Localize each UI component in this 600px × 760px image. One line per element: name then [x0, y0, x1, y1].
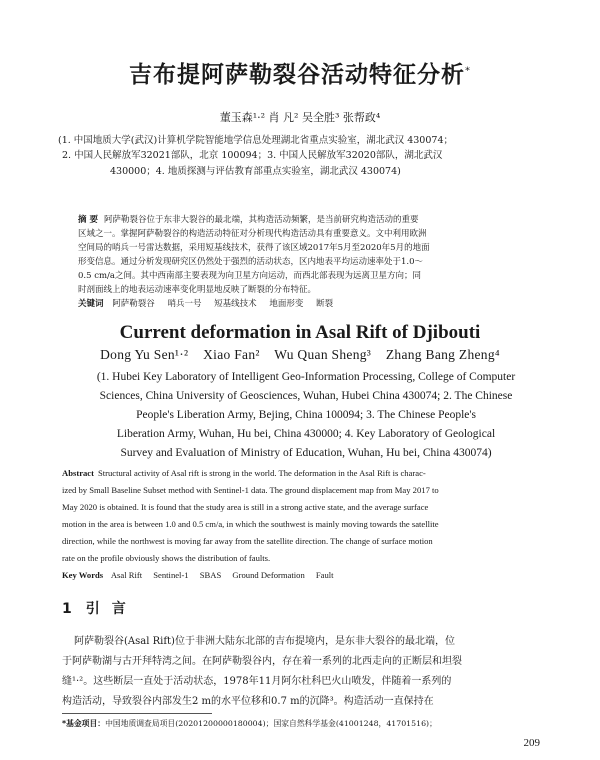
- body-line-2: 于阿萨勒湖与古开拜特湾之间。在阿萨勒裂谷内，存在着一系列的北西走向的正断层和坦裂: [62, 656, 462, 667]
- english-keyword: Fault: [315, 570, 334, 580]
- chinese-keyword: 哨兵一号: [167, 299, 202, 309]
- english-abstract-line-3: May 2020 is obtained. It is found that the study area is still in a strong active state, and the average surface: [62, 502, 429, 512]
- footnote-label: *基金项目：: [62, 719, 106, 728]
- english-title: Current deformation in Asal Rift of Djibouti: [119, 322, 481, 343]
- body-line-1: 阿萨勒裂谷(Asal Rift)位于非洲大陆东北部的吉布提境内，是东非大裂谷的最北端，位: [74, 636, 455, 647]
- body-line-4: 构造活动，导致裂谷内部发生2 m的水平位移和0.7 m的沉降³。构造活动一直保持在: [62, 696, 434, 707]
- section-number: 1: [62, 601, 72, 617]
- english-author: Zhang Bang Zheng⁴: [385, 347, 500, 362]
- english-abstract-line-5: direction, while the northwest is moving far away from the satellite direction. The change of surface motion: [62, 536, 433, 546]
- english-abstract-line-4: motion in the area is between 1.0 and 0.5 cm/a, in which the southwest is mainly moving towards the satellite: [62, 519, 439, 529]
- section-title: 引言: [85, 601, 138, 617]
- funding-footnote: [62, 718, 437, 729]
- chinese-affiliation-line-1: (1. 中国地质大学(武汉)计算机学院智能地学信息处理湖北省重点实验室，湖北武汉 430074；: [58, 135, 453, 146]
- english-author: Xiao Fan²: [203, 347, 260, 362]
- english-abstract-line-2: ized by Small Baseline Subset method with Sentinel-1 data. The ground displacement map from May 2017 to: [62, 485, 439, 495]
- english-keyword: Sentinel-1: [153, 570, 189, 580]
- english-affiliation-line-5: Survey and Evaluation of Ministry of Education, Wuhan, Hu bei, China 430074): [120, 447, 492, 459]
- english-abstract-label: Abstract: [62, 468, 94, 478]
- english-keyword: Ground Deformation: [232, 570, 305, 580]
- page-number: 209: [523, 737, 540, 749]
- english-keyword: Asal Rift: [110, 570, 143, 580]
- english-abstract-line-6: rate on the profile obviously shows the distribution of faults.: [62, 553, 271, 563]
- english-author: Wu Quan Sheng³: [274, 347, 372, 362]
- chinese-keyword: 短基线技术: [214, 299, 257, 309]
- footnote-divider: [62, 713, 212, 714]
- section-heading: [62, 598, 138, 618]
- english-keywords-label: Key Words: [62, 570, 104, 580]
- chinese-title: [0, 56, 600, 89]
- chinese-keyword: 阿萨勒裂谷: [112, 299, 155, 309]
- chinese-title-text: 吉布提阿萨勒裂谷活动特征分析: [129, 62, 465, 88]
- chinese-keyword: 地面形变: [269, 299, 304, 309]
- english-affiliation-line-4: Liberation Army, Wuhan, Hu bei, China 430000; 4. Key Laboratory of Geological: [116, 428, 496, 440]
- english-affiliation-line-2: Sciences, China University of Geosciences, Wuhan, Hubei China 430074; 2. The Chinese: [99, 390, 513, 402]
- english-affiliation-line-1: (1. Hubei Key Laboratory of Intelligent Geo-Information Processing, College of Computer: [96, 371, 516, 383]
- chinese-abstract-line-2: 区域之一。掌握阿萨勒裂谷的构造活动特征对分析现代构造活动具有重要意义。文中利用欧洲: [78, 229, 427, 239]
- chinese-affiliation-line-2: 2. 中国人民解放军32021部队，北京 100094；3. 中国人民解放军32020部队，湖北武汉: [62, 150, 443, 161]
- chinese-keywords: [78, 297, 343, 309]
- chinese-affiliation-line-3: 430000；4. 地质探测与评估教育部重点实验室，湖北武汉 430074): [110, 166, 401, 177]
- chinese-keywords-label: 关键词: [78, 299, 104, 309]
- chinese-abstract-label: 摘 要: [78, 215, 98, 225]
- footnote-text: 中国地质调查局项目(20201200000180004)；国家自然科学基金(41001248，41701516)；: [105, 719, 437, 728]
- body-line-3: 缝¹·²。这些断层一直处于活动状态，1978年11月阿尔杜科巴火山喷发，伴随着一系列的: [62, 676, 452, 687]
- chinese-abstract-line-5: 0.5 cm/a之间。其中西南部主要表现为向卫星方向运动，而西北部表现为远离卫星方向；同: [78, 271, 421, 281]
- chinese-abstract-line-6: 时剖面线上的地表运动速率变化明显地反映了断裂的分布特征。: [78, 285, 317, 295]
- english-abstract-line-1: [62, 465, 540, 482]
- title-footnote-mark: *: [465, 65, 471, 77]
- chinese-authors: 董玉森¹·² 肖 凡² 吴全胜³ 张帮政⁴: [219, 111, 381, 124]
- chinese-abstract-line-4: 形变信息。通过分析发现研究区仍然处于强烈的活动状态，区内地表平均运动速率处于1.0～: [78, 257, 424, 267]
- english-affiliation-line-3: People's Liberation Army, Bejing, China 100094; 3. The Chinese People's: [136, 409, 476, 421]
- english-abstract-text: Structural activity of Asal rift is strong in the world. The deformation in the Asal Rift is charac-: [97, 468, 426, 478]
- english-keyword: SBAS: [199, 570, 222, 580]
- chinese-keyword: 断裂: [316, 299, 334, 309]
- english-authors: [0, 347, 600, 363]
- chinese-abstract-text: 阿萨勒裂谷位于东非大裂谷的最北端，其构造活动频繁，是当前研究构造活动的重要: [103, 215, 419, 225]
- chinese-abstract-line-3: 空间局的哨兵一号雷达数据，采用短基线技术，获得了该区域2017年5月至2020年5月的地面: [78, 243, 430, 253]
- english-author: Dong Yu Sen¹·²: [100, 347, 189, 362]
- english-keywords: [62, 570, 343, 580]
